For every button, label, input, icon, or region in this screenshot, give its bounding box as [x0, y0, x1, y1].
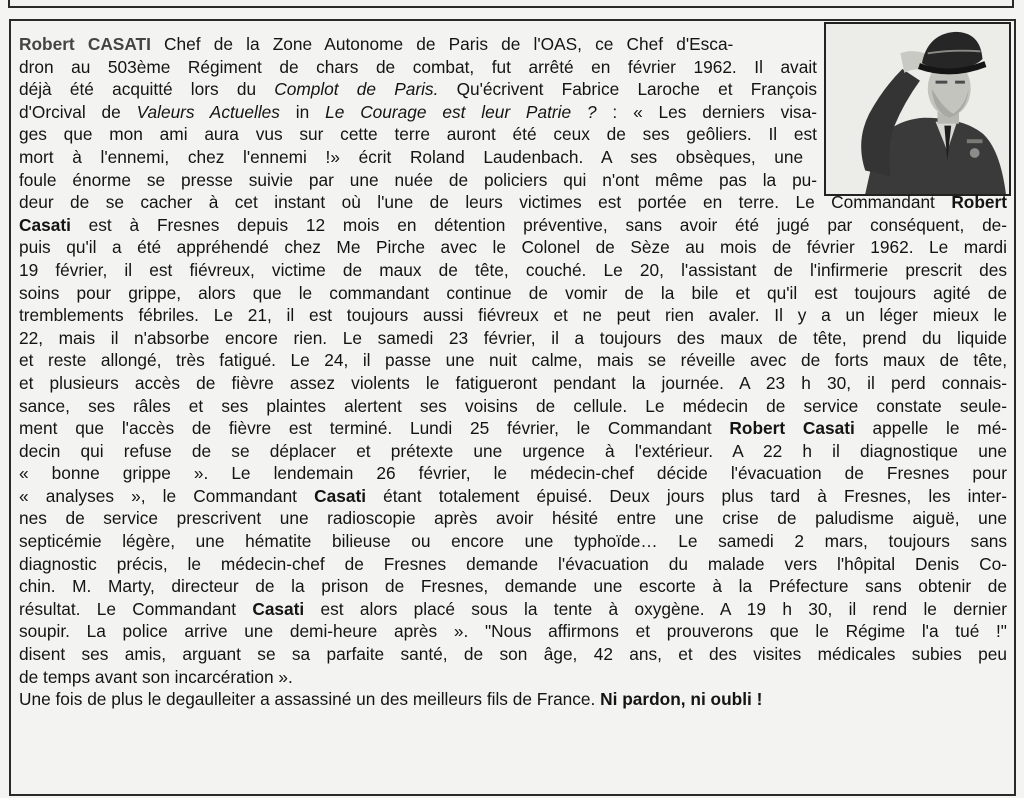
text-line-7: foule énorme se presse suivie par une nuée de policiers qui n'ont même pas la pu-: [19, 169, 818, 190]
text-line-30: Une fois de plus le degaulleiter a assassiné un des meilleurs fils de France. Ni pardon, ni oubli !: [19, 689, 763, 710]
text-line-16: et plusieurs accès de fièvre assez violents le fatigueront pendant la journée. A 23 h 30, il perd connais-: [19, 372, 1008, 393]
text-line-19: decin qui refuse de se déplacer et prétexte une urgence à l'extérieur. A 22 h il diagnostique une: [19, 440, 1008, 461]
previous-article-frame: [8, 0, 1014, 8]
text-line-26: résultat. Le Commandant Casati est alors placé sous la tente à oxygène. A 19 h 30, il rend le dernier: [19, 598, 1007, 619]
text-line-8: deur de se cacher à cet instant où l'une de leurs victimes est portée en terre. Le Commandant Robert: [19, 192, 1007, 213]
name-highlight: Robert Casati: [729, 418, 855, 439]
article-box: [9, 19, 1016, 796]
text-line-28: disent ses amis, arguant se sa parfaite santé, de son âge, 42 ans, et des visites médicales subies peu: [19, 644, 1007, 665]
closing-slogan: Ni pardon, ni oubli !: [600, 689, 763, 710]
text-line-4: d'Orcival de Valeurs Actuelles in Le Courage est leur Patrie ? : « Les derniers visa-: [19, 101, 818, 122]
text-line-27: soupir. La police arrive une demi-heure après ». "Nous affirmons et prouverons que le Régime l'a tué !": [19, 621, 1007, 642]
book-title: Complot de Paris.: [274, 79, 439, 100]
text-line-24: diagnostic précis, le médecin-chef de Fresnes demande l'évacuation du malade vers l'hôpital Denis Co-: [19, 553, 1007, 574]
text-line-2: dron au 503ème Régiment de chars de combat, fut arrêté en février 1962. Il avait: [19, 56, 817, 77]
text-line-6: mort à l'ennemi, chez l'ennemi !» écrit Roland Laudenbach. A ses obsèques, une: [19, 146, 804, 167]
name-highlight: Casati: [252, 598, 305, 619]
text-line-10: puis qu'il a été appréhendé chez Me Pirche avec le Colonel de Sèze au mois de février 1962. Le mardi: [19, 237, 1007, 258]
book-title: Le Courage est leur Patrie ?: [325, 101, 597, 122]
text-line-25: chin. M. Marty, directeur de la prison de Fresnes, demande une escorte à la Préfecture sans obtenir de: [19, 576, 1008, 597]
text-line-11: 19 février, il est fiévreux, victime de maux de tête, couché. Le 20, l'assistant de l'infirmerie prescrit des: [19, 259, 1008, 280]
text-line-14: 22, mais il n'absorbe encore rien. Le samedi 23 février, il a toujours des maux de tête, prend du liquide: [19, 327, 1007, 348]
text-line-21: « analyses », le Commandant Casati étant totalement épuisé. Deux jours plus tard à Fresnes, les inter-: [19, 485, 1007, 506]
text-line-1: Robert CASATI Chef de la Zone Autonome de Paris de l'OAS, ce Chef d'Esca-: [19, 34, 734, 54]
article-text: [19, 33, 1007, 711]
name-highlight: Casati: [314, 485, 366, 506]
magazine-title: Valeurs Actuelles: [136, 101, 280, 122]
text-line-13: tremblements fébriles. Le 21, il est toujours aussi fiévreux et ne peut rien avaler. Il y a un léger mieux le: [19, 305, 1008, 326]
text-line-29: de temps avant son incarcération ».: [19, 666, 293, 687]
name-highlight: Casati: [19, 214, 71, 235]
text-line-12: soins pour grippe, alors que le commandant continue de vomir de la bile et qu'il est toujours agité de: [19, 282, 1007, 303]
text-line-3: déjà été acquitté lors du Complot de Paris. Qu'écrivent Fabrice Laroche et François: [19, 79, 817, 100]
text-line-20: « bonne grippe ». Le lendemain 26 février, le médecin-chef décide l'évacuation de Fresnes pour: [19, 463, 1007, 484]
text-line-18: ment que l'accès de fièvre est terminé. Lundi 25 février, le Commandant Robert Casati appelle le mé-: [19, 418, 1008, 439]
text-line-17: sance, ses râles et ses plaintes alertent ses voisins de cellule. Le médecin de service constate seule-: [19, 395, 1007, 416]
text-line-9: Casati est à Fresnes depuis 12 mois en détention préventive, sans avoir été jugé par conséquent, de-: [19, 214, 1008, 235]
name-highlight: Robert: [951, 192, 1007, 213]
text-line-5: ges que mon ami aura vus sur cette terre auront été ceux de ses geôliers. Il est: [19, 124, 817, 145]
text-line-22: nes de service prescrivent une radioscopie après avoir hésité entre une crise de paludisme aiguë, une: [19, 508, 1007, 529]
lead-name: Robert CASATI: [19, 34, 151, 54]
text-line-15: et reste allongé, très fatigué. Le 24, il passe une nuit calme, mais se réveille avec de forts maux de tête,: [19, 350, 1008, 371]
text-line-23: septicémie légère, une hématite bilieuse ou encore une typhoïde… Le samedi 2 mars, toujours sans: [19, 531, 1008, 552]
